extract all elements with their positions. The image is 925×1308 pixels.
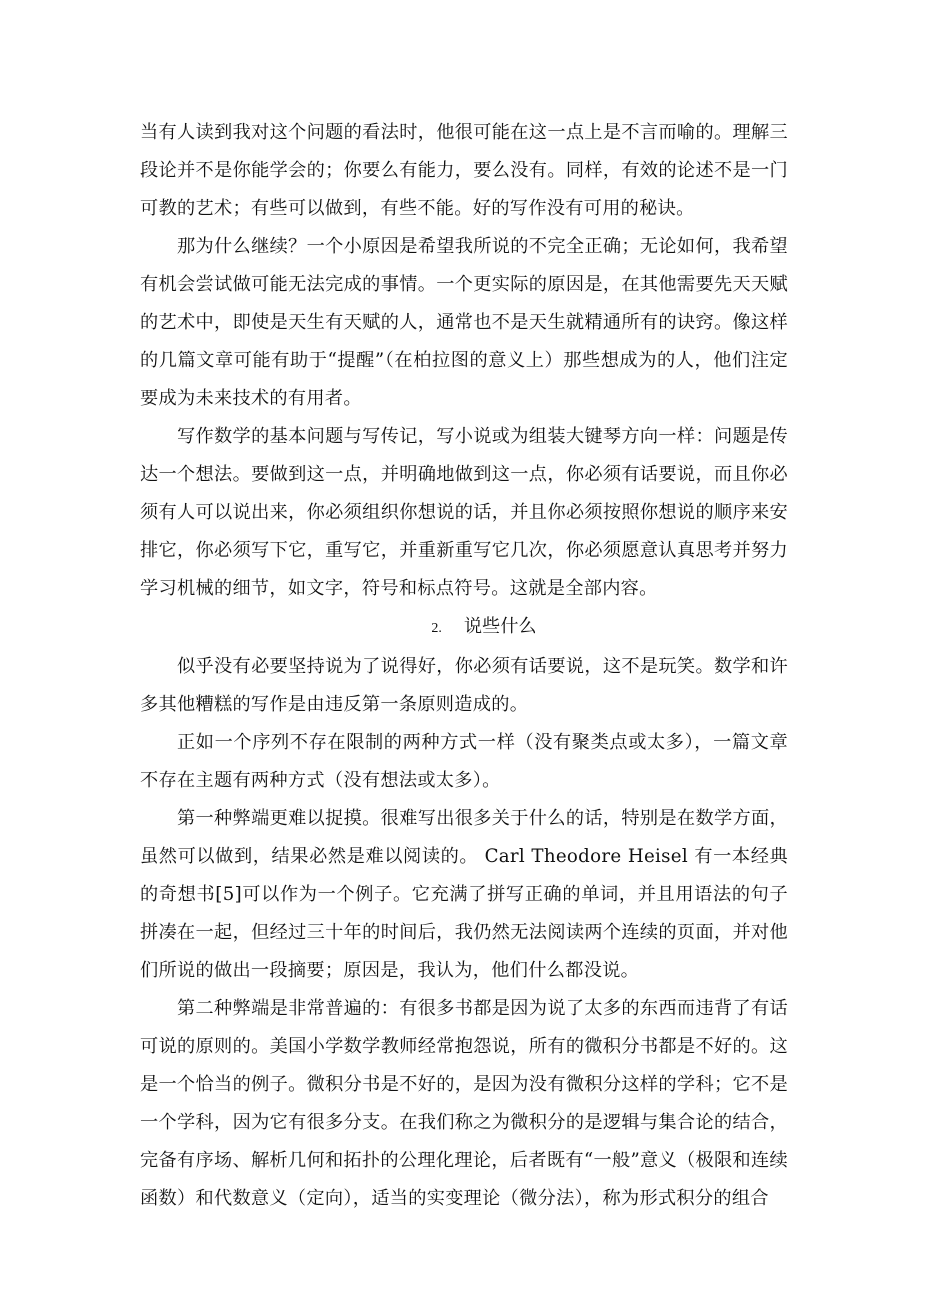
section-title: 说些什么 [463, 616, 537, 637]
paragraph-1: 当有人读到我对这个问题的看法时，他很可能在这一点上是不言而喻的。理解三段论并不是你能学会的；你要么有能力，要么没有。同样，有效的论述不是一门可教的艺术；有些可以做到，有些不能。好的写作没有可用的秘诀。 [140, 122, 788, 219]
paragraph-6: 第一种弊端更难以捉摸。很难写出很多关于什么的话，特别是在数学方面，虽然可以做到，结果必然是难以阅读的。 Carl Theodore Heisel 有一本经典的奇想书[5]可以作为一个例子。它充满了拼写正确的单词，并且用语法的句子拼凑在一起，但经过三十年的时间后，我仍然无法阅读两个连续的页面，并对他们所说的做出一段摘要；原因是，我认为，他们什么都没说。 [140, 808, 788, 981]
paragraph-4: 似乎没有必要坚持说为了说得好，你必须有话要说，这不是玩笑。数学和许多其他糟糕的写作是由违反第一条原则造成的。 [140, 656, 788, 715]
paragraph-2: 那为什么继续？一个小原因是希望我所说的不完全正确；无论如何，我希望有机会尝试做可能无法完成的事情。一个更实际的原因是，在其他需要先天天赋的艺术中，即使是天生有天赋的人，通常也不是天生就精通所有的诀窍。像这样的几篇文章可能有助于“提醒”（在柏拉图的意义上）那些想成为的人，他们注定要成为未来技术的有用者。 [140, 236, 788, 409]
paragraph-5: 正如一个序列不存在限制的两种方式一样（没有聚类点或太多），一篇文章不存在主题有两种方式（没有想法或太多）。 [140, 732, 788, 791]
section-heading [140, 608, 788, 648]
document-page [140, 114, 788, 1218]
section-number: 2. [431, 621, 442, 636]
paragraph-7: 第二种弊端是非常普遍的：有很多书都是因为说了太多的东西而违背了有话可说的原则的。美国小学数学教师经常抱怨说，所有的微积分书都是不好的。这是一个恰当的例子。微积分书是不好的，是因为没有微积分这样的学科；它不是一个学科，因为它有很多分支。在我们称之为微积分的是逻辑与集合论的结合，完备有序场、解析几何和拓扑的公理化理论，后者既有“一般”意义（极限和连续函数）和代数意义（定向），适当的实变理论（微分法），称为形式积分的组合 [140, 998, 788, 1209]
paragraph-3: 写作数学的基本问题与写传记，写小说或为组装大键琴方向一样：问题是传达一个想法。要做到这一点，并明确地做到这一点，你必须有话要说，而且你必须有人可以说出来，你必须组织你想说的话，并且你必须按照你想说的顺序来安排它，你必须写下它，重写它，并重新重写它几次，你必须愿意认真思考并努力学习机械的细节，如文字，符号和标点符号。这就是全部内容。 [140, 426, 788, 599]
